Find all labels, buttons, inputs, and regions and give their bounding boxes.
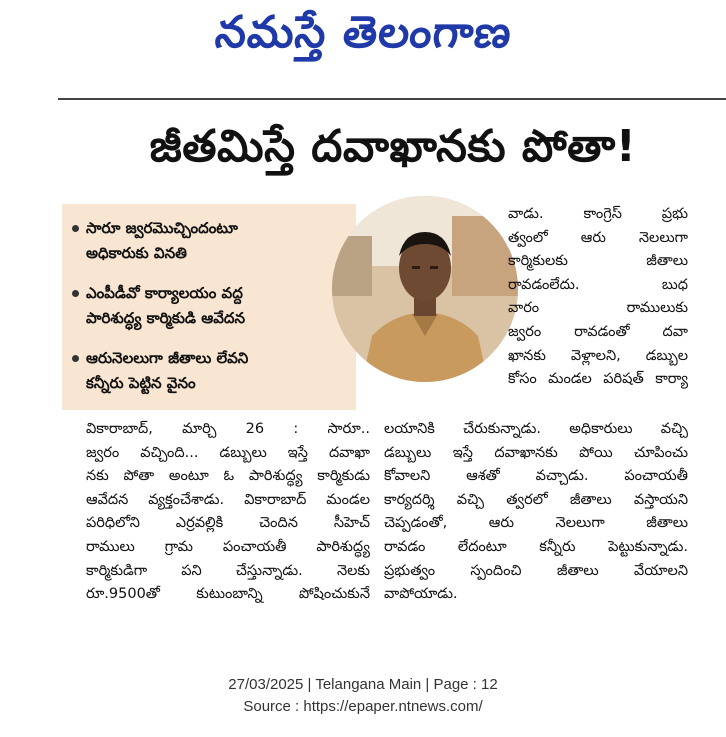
bullet-icon	[72, 355, 79, 362]
article-line: ప్రభుత్వం స్పందించి జీతాలు వేయాలని	[384, 562, 688, 579]
article-line: వాడు. కాంగ్రెస్ ప్రభు	[508, 206, 688, 222]
article-headline: జీతమిస్తే దవాఖానకు పోతా!	[149, 121, 637, 172]
highlight-line: ఎంపీడీవో కార్యాలయం వద్ద	[86, 284, 243, 302]
highlight-line: ఆరునెలలుగా జీతాలు లేవని	[86, 349, 249, 367]
article-column-right-bottom	[384, 418, 688, 607]
article-line: ఆవేదన వ్యక్తంచేశాడు. వికారాబాద్ మండల	[86, 491, 370, 508]
highlight-line: పారిశుద్ధ్య కార్మికుడి ఆవేదన	[86, 309, 246, 327]
article-line: వికారాబాద్, మార్చి 26 : సారూ..	[86, 421, 370, 437]
article-line: కార్యదర్శి వచ్చి త్వరలో జీతాలు వస్తాయని	[384, 491, 688, 508]
article-line: త్వంలో ఆరు నెలలుగా	[508, 229, 688, 246]
footer-date-line: 27/03/2025 | Telangana Main | Page : 12	[228, 676, 498, 693]
article-line: రాములు గ్రామ పంచాయతీ పారిశుద్ధ్య	[86, 538, 370, 555]
article-line: నకు పోతా అంటూ ఓ పారిశుద్ధ్య కార్మికుడు	[86, 468, 370, 485]
article-line: జ్వరం వచ్చింది... డబ్బులు ఇస్తే దవాఖా	[86, 444, 370, 461]
bullet-icon	[72, 225, 79, 232]
article-line: వాపోయాడు.	[384, 586, 458, 603]
footer-source-link[interactable]: Source : https://epaper.ntnews.com/	[243, 698, 483, 715]
article-line: జ్వరం రావడంతో దవా	[508, 323, 688, 340]
article-line: డబ్బులు ఇస్తే దవాఖానకు పోయి చూపించు	[384, 444, 688, 461]
masthead	[0, 0, 726, 76]
article-line: కోసం మండల పరిషత్ కార్యా	[508, 371, 688, 388]
article-line: కోవాలని ఆశతో వచ్చాడు. పంచాయతీ	[384, 468, 688, 485]
article-column-left	[86, 418, 370, 607]
person-photo	[332, 196, 518, 382]
article-line: లయానికి చేరుకున్నాడు. అధికారులు వచ్చి	[384, 421, 688, 437]
article-line: రావడం లేదంటూ కన్నీరు పెట్టుకున్నాడు.	[384, 538, 688, 555]
article-line: కార్మికుడిగా పని చేస్తున్నాడు. నెలకు	[86, 562, 370, 579]
highlight-line: సారూ జ్వరమొచ్చిందంటూ	[86, 219, 238, 237]
highlight-line: అధికారుకు వినతి	[86, 244, 187, 262]
highlight-line: కన్నీరు పెట్టిన వైనం	[86, 374, 196, 392]
top-rule	[58, 98, 726, 100]
article-line: ఖానకు వెళ్లాలని, డబ్బుల	[508, 347, 688, 364]
article-line: పరిధిలోని ఎర్రవల్లికి చెందిన సీహెచ్	[86, 515, 370, 532]
newspaper-logo: నమస్తే తెలంగాణ	[212, 7, 515, 58]
bullet-icon	[72, 290, 79, 297]
article-line: చెప్పడంతో, ఆరు నెలలుగా జీతాలు	[384, 515, 688, 532]
article-line: రూ.9500తో కుటుంబాన్ని పోషించుకునే	[86, 586, 370, 603]
article-line: వారం రాములుకు	[508, 300, 688, 317]
article-line: రావడంలేదు. బుధ	[508, 276, 688, 293]
article-column-right-top	[508, 203, 688, 392]
highlights-box	[62, 204, 356, 410]
article-line: కార్మికులకు జీతాలు	[508, 253, 688, 270]
